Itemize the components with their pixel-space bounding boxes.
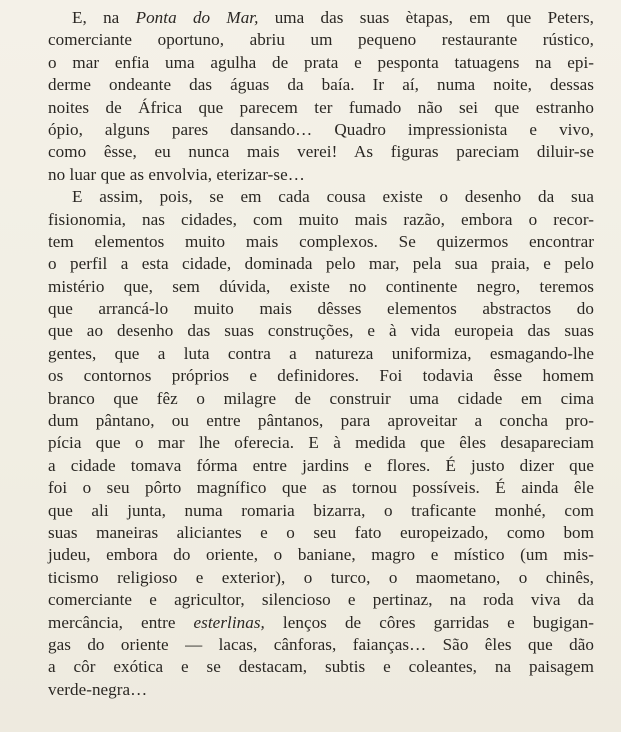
text-run: derme ondeante das águas da baía. Ir aí, numa noite, dessas [48,75,594,95]
text-line [48,477,594,499]
text-run: verde-negra… [48,679,148,699]
text-run: E assim, pois, se em cada cousa existe o desenho da sua [72,187,594,207]
text-run: E, na [72,8,136,27]
text-run: suas maneiras aliciantes e o seu fato europeizado, como bom [48,522,594,542]
paragraph [48,7,594,186]
text-line [48,388,594,410]
text-run: judeu, embora do oriente, o baniane, magro e místico (um mis- [48,545,594,565]
text-run: mercância, entre [48,612,194,632]
text-run: como êsse, eu nunca mais verei! As figuras pareciam diluir-se [48,142,594,162]
text-line [48,343,594,365]
text-run: no luar que as envolvia, eterizar-se… [48,164,305,184]
text-run: comerciante e agricultor, silencioso e pertinaz, na roda viva da [48,590,594,610]
text-run: a côr exótica e se destacam, subtis e coleantes, na paisagem [48,657,594,677]
text-run: pícia que o mar lhe oferecia. E à medida que êles desapareciam [48,433,594,453]
text-run: gas do oriente — lacas, cânforas, faianças… São êles que dão [48,634,594,654]
text-line [48,522,594,544]
text-run: branco que fêz o milagre de construir uma cidade em cima [48,388,594,408]
text-run: foi o seu pôrto magnífico que as tornou possíveis. É ainda êle [48,478,594,498]
paragraph [48,186,594,701]
text-line [48,612,594,634]
text-run: uma das suas ètapas, em que Peters, [258,8,594,27]
text-run: o mar enfia uma agulha de prata e pesponta tatuagens na epi- [48,52,594,72]
text-line [48,656,594,678]
text-line [48,29,594,51]
text-run: lenços de côres garridas e bugigan- [264,612,594,632]
italic-text: esterlinas, [193,612,265,632]
text-line [48,410,594,432]
text-line [48,186,594,208]
italic-text: Ponta do Mar, [135,8,259,27]
text-line [48,164,594,186]
text-line [48,320,594,342]
text-run: que ao desenho das suas construções, e à vida europeia das suas [48,321,594,341]
body-text [48,7,594,701]
text-line [48,52,594,74]
text-line [48,500,594,522]
text-run: comerciante oportuno, abriu um pequeno restaurante rústico, [48,30,594,50]
text-line [48,634,594,656]
text-run: ópio, alguns pares dansando… Quadro impressionista e vivo, [48,119,594,139]
text-line [48,432,594,454]
text-line [48,119,594,141]
text-line [48,298,594,320]
text-run: dum pântano, ou entre pântanos, para aproveitar a concha pro- [48,411,594,431]
text-run: noites de África que parecem ter fumado não sei que estranho [48,97,594,117]
text-line [48,253,594,275]
text-line [48,141,594,163]
text-run: os contornos próprios e definidores. Foi todavia êsse homem [48,366,594,386]
text-line [48,74,594,96]
text-line [48,365,594,387]
text-line [48,7,594,29]
text-run: tem elementos muito mais complexos. Se quizermos encontrar [48,231,594,251]
text-run: que ali junta, numa romaria bizarra, o traficante monhé, com [48,500,594,520]
text-run: mistério que, sem dúvida, existe no continente negro, teremos [48,276,594,296]
text-run: gentes, que a luta contra a natureza uniformiza, esmagando-lhe [48,343,594,363]
text-run: o perfil a esta cidade, dominada pelo mar, pela sua praia, e pelo [48,254,594,274]
text-line [48,97,594,119]
text-line [48,567,594,589]
text-run: que arrancá-lo muito mais dêsses elementos abstractos do [48,299,594,319]
text-run: a cidade tomava fórma entre jardins e flores. É justo dizer que [48,455,594,475]
text-line [48,455,594,477]
text-line [48,679,594,701]
text-line [48,589,594,611]
text-run: fisionomia, nas cidades, com muito mais razão, embora o recor- [48,209,594,229]
text-line [48,231,594,253]
text-line [48,276,594,298]
text-line [48,209,594,231]
text-run: ticismo religioso e exterior), o turco, o maometano, o chinês, [48,567,594,587]
text-line [48,544,594,566]
